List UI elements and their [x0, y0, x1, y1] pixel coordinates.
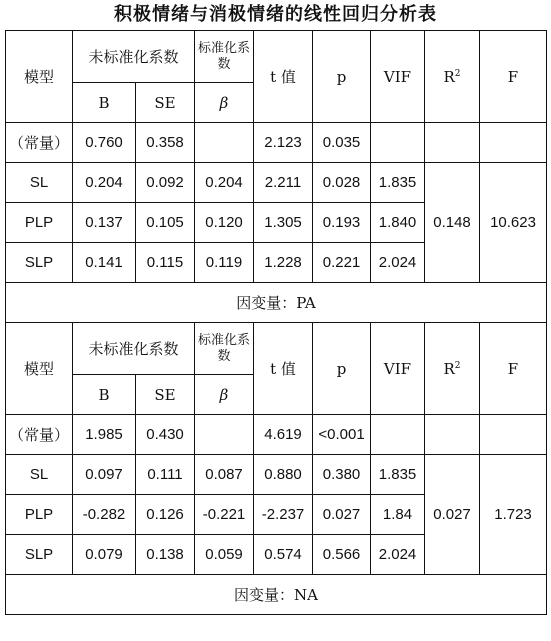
cell-beta: 0.204 — [195, 163, 254, 203]
header-r2 — [425, 323, 480, 415]
cell-b: 0.760 — [73, 123, 136, 163]
cell-f-blank — [480, 123, 547, 163]
cell-b: 1.985 — [73, 415, 136, 455]
cell-model: SL — [6, 163, 73, 203]
cell-f: 1.723 — [480, 455, 547, 575]
table-row — [6, 163, 547, 203]
header-unstandardized: 未标准化系数 — [73, 31, 195, 83]
cell-vif — [371, 415, 425, 455]
cell-b: -0.282 — [73, 495, 136, 535]
cell-model: PLP — [6, 203, 73, 243]
cell-beta: -0.221 — [195, 495, 254, 535]
cell-vif: 1.835 — [371, 163, 425, 203]
cell-vif: 1.84 — [371, 495, 425, 535]
header-vif: VIF — [371, 31, 425, 123]
cell-p: 0.028 — [313, 163, 371, 203]
cell-se: 0.358 — [136, 123, 195, 163]
header-t: t 值 — [254, 31, 313, 123]
header-beta: β — [195, 375, 254, 415]
cell-r2-blank — [425, 415, 480, 455]
header-unstandardized: 未标准化系数 — [73, 323, 195, 375]
cell-vif: 1.835 — [371, 455, 425, 495]
dependent-variable-note: 因变量：PA — [6, 283, 547, 323]
cell-se: 0.126 — [136, 495, 195, 535]
cell-p: <0.001 — [313, 415, 371, 455]
table-title: 积极情绪与消极情绪的线性回归分析表 — [114, 4, 437, 25]
header-standardized: 标准化系数 — [195, 323, 254, 375]
cell-se: 0.430 — [136, 415, 195, 455]
header-b: B — [73, 83, 136, 123]
cell-beta — [195, 123, 254, 163]
table-row — [6, 455, 547, 495]
header-b: B — [73, 375, 136, 415]
header-r2 — [425, 31, 480, 123]
cell-vif — [371, 123, 425, 163]
cell-p: 0.566 — [313, 535, 371, 575]
cell-model: PLP — [6, 495, 73, 535]
header-se: SE — [136, 375, 195, 415]
cell-se: 0.105 — [136, 203, 195, 243]
r2-superscript: 2 — [454, 360, 461, 371]
cell-p: 0.221 — [313, 243, 371, 283]
cell-t: 2.211 — [254, 163, 313, 203]
cell-beta: 0.119 — [195, 243, 254, 283]
cell-p: 0.380 — [313, 455, 371, 495]
cell-se: 0.138 — [136, 535, 195, 575]
cell-t: -2.237 — [254, 495, 313, 535]
header-f: F — [480, 323, 547, 415]
cell-beta: 0.059 — [195, 535, 254, 575]
cell-r2: 0.148 — [425, 163, 480, 283]
cell-beta — [195, 415, 254, 455]
cell-p: 0.035 — [313, 123, 371, 163]
r2-superscript: 2 — [454, 68, 461, 79]
cell-vif: 2.024 — [371, 535, 425, 575]
header-standardized: 标准化系数 — [195, 31, 254, 83]
header-se: SE — [136, 83, 195, 123]
dependent-variable-note: 因变量：NA — [6, 575, 547, 615]
cell-b: 0.204 — [73, 163, 136, 203]
cell-t: 2.123 — [254, 123, 313, 163]
cell-b: 0.141 — [73, 243, 136, 283]
r2-base: R — [443, 67, 455, 86]
cell-p: 0.193 — [313, 203, 371, 243]
header-p: p — [313, 323, 371, 415]
cell-beta: 0.087 — [195, 455, 254, 495]
cell-f-blank — [480, 415, 547, 455]
cell-t: 1.228 — [254, 243, 313, 283]
cell-vif: 2.024 — [371, 243, 425, 283]
cell-r2-blank — [425, 123, 480, 163]
cell-t: 1.305 — [254, 203, 313, 243]
cell-model: SLP — [6, 243, 73, 283]
cell-se: 0.115 — [136, 243, 195, 283]
r2-base: R — [443, 359, 455, 378]
cell-se: 0.111 — [136, 455, 195, 495]
cell-vif: 1.840 — [371, 203, 425, 243]
cell-t: 0.574 — [254, 535, 313, 575]
cell-se: 0.092 — [136, 163, 195, 203]
header-model: 模型 — [6, 323, 73, 415]
header-t: t 值 — [254, 323, 313, 415]
header-f: F — [480, 31, 547, 123]
header-p: p — [313, 31, 371, 123]
cell-t: 4.619 — [254, 415, 313, 455]
cell-model: （常量） — [6, 415, 73, 455]
cell-beta: 0.120 — [195, 203, 254, 243]
table-row — [6, 123, 547, 163]
regression-table — [5, 30, 547, 615]
cell-t: 0.880 — [254, 455, 313, 495]
table-row — [6, 415, 547, 455]
header-beta: β — [195, 83, 254, 123]
cell-b: 0.079 — [73, 535, 136, 575]
cell-b: 0.097 — [73, 455, 136, 495]
cell-model: SL — [6, 455, 73, 495]
cell-r2: 0.027 — [425, 455, 480, 575]
header-vif: VIF — [371, 323, 425, 415]
cell-model: （常量） — [6, 123, 73, 163]
cell-p: 0.027 — [313, 495, 371, 535]
cell-b: 0.137 — [73, 203, 136, 243]
header-model: 模型 — [6, 31, 73, 123]
cell-f: 10.623 — [480, 163, 547, 283]
cell-model: SLP — [6, 535, 73, 575]
